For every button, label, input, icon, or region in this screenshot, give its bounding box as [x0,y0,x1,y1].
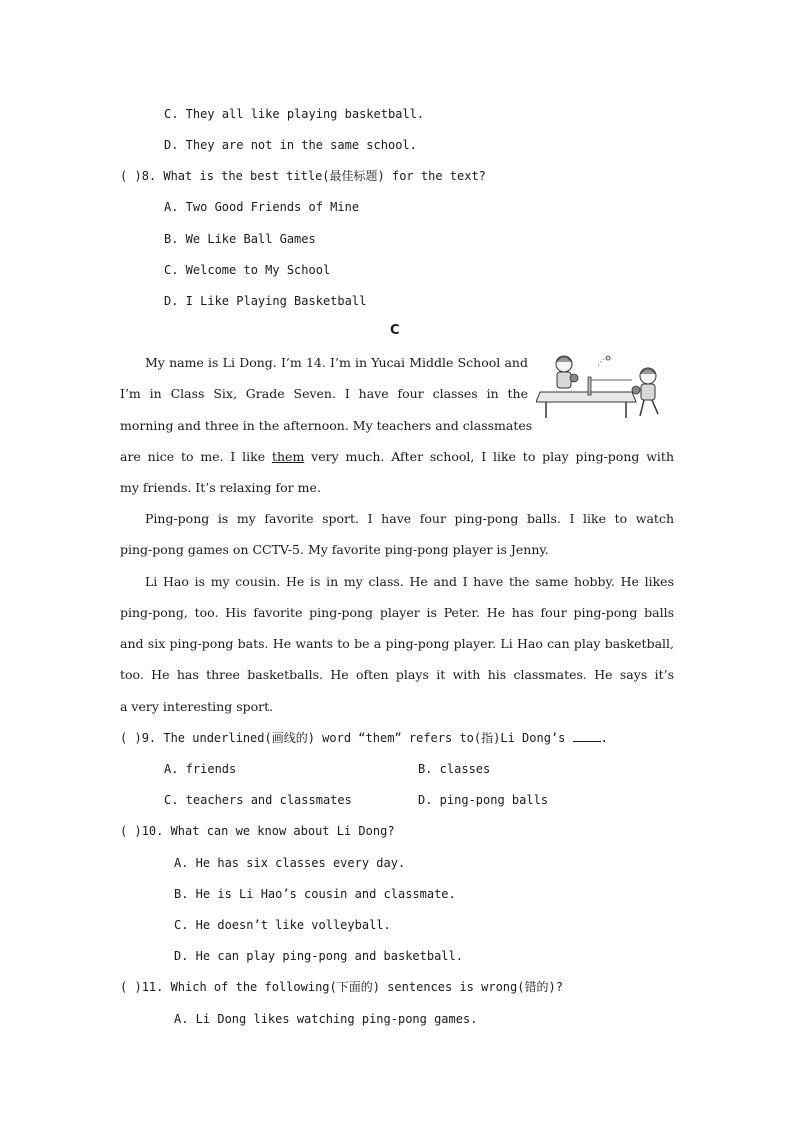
answer-paren: ( ) [120,731,142,745]
passage-p3-line5: a very interesting sport. [120,699,274,714]
q8-text: 8. What is the best title(最佳标题) for the text? [141,169,486,183]
passage-p3-line4: too. He has three basketballs. He often plays it with his classmates. He says it’s [120,667,674,682]
q10-option-c: C. He doesn’t like volleyball. [174,918,391,932]
passage-p2-line2: ping-pong games on CCTV-5. My favorite ping-pong player is Jenny. [120,542,549,557]
q9-option-b: B. classes [418,762,491,776]
q10-option-a: A. He has six classes every day. [174,856,406,870]
q10-option-b: B. He is Li Hao’s cousin and classmate. [174,887,456,901]
answer-paren: ( ) [120,980,142,994]
underlined-word-them: them [271,449,305,464]
answer-blank [573,730,601,742]
q8-option-d: D. I Like Playing Basketball [164,294,367,308]
q10-option-d: D. He can play ping-pong and basketball. [174,949,463,963]
q9-question: ( )9. The underlined(画线的) word “them” refers to(指)Li Dong’s . [120,731,608,745]
passage-p3-line3: and six ping-pong bats. He wants to be a ping-pong player. Li Hao can play basketball, [120,636,674,651]
q8-option-a: A. Two Good Friends of Mine [164,200,360,214]
ping-pong-players-illustration [536,352,670,424]
q8-option-c: C. Welcome to My School [164,263,331,277]
q11-option-a: A. Li Dong likes watching ping-pong games. [174,1012,478,1026]
answer-paren: ( ) [120,824,142,838]
answer-paren: ( ) [120,169,142,183]
passage-p2-line1: Ping-pong is my favorite sport. I have four ping-pong balls. I like to watch [145,511,674,526]
passage-p3-line2: ping-pong, too. His favorite ping-pong player is Peter. He has four ping-pong balls [120,605,674,620]
passage-p3-line1: Li Hao is my cousin. He is in my class. He and I have the same hobby. He likes [145,574,674,589]
q9-option-d: D. ping-pong balls [418,793,549,807]
passage-p1-line2: I’m in Class Six, Grade Seven. I have four classes in the [120,386,528,401]
passage-p1-line5: my friends. It’s relaxing for me. [120,480,321,495]
q11-question: ( )11. Which of the following(下面的) sentences is wrong(错的)? [120,980,563,994]
q7-option-c: C. They all like playing basketball. [164,107,425,121]
q7-option-d: D. They are not in the same school. [164,138,417,152]
section-c-heading: C [390,323,400,338]
q10-question: ( )10. What can we know about Li Dong? [120,824,395,838]
passage-p1-line3: morning and three in the afternoon. My teachers and classmates [120,418,533,433]
passage-p1-line1: My name is Li Dong. I’m 14. I’m in Yucai Middle School and [145,355,528,370]
q8-question [120,168,486,184]
q8-option-b: B. We Like Ball Games [164,232,316,246]
passage-p1-line4: are nice to me. I like them very much. After school, I like to play ping-pong with [120,449,674,464]
q9-option-c: C. teachers and classmates [164,793,352,807]
q9-option-a: A. friends [164,762,237,776]
